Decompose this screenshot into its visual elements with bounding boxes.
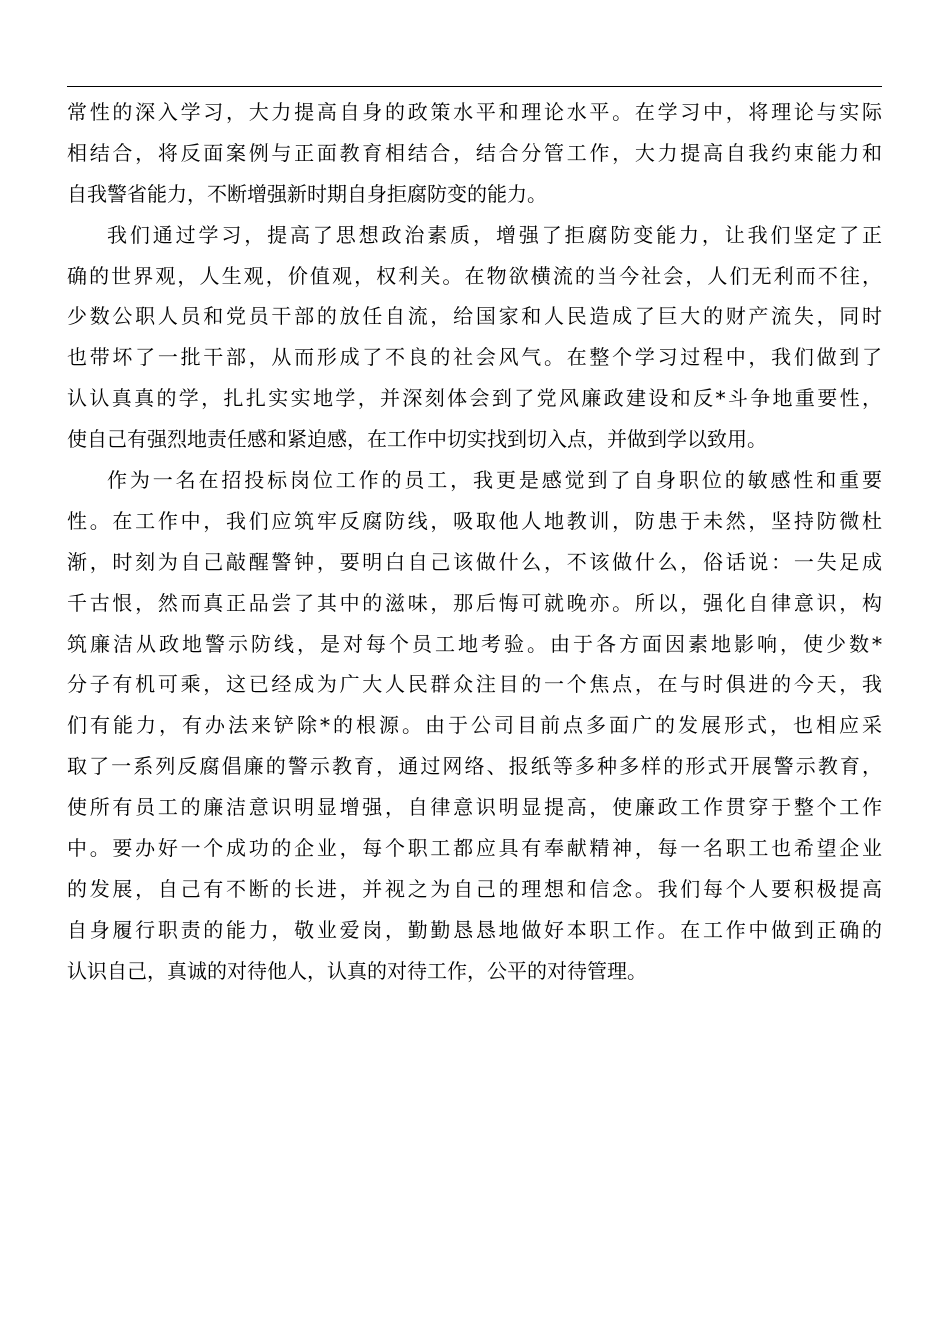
- paragraph-2-line-4: 也带坏了一批干部，从而形成了不良的社会风气。在整个学习过程中，我们做到了: [67, 345, 882, 370]
- paragraph-3-line-6: 分子有机可乘，这已经成为广大人民群众注目的一个焦点，在与时俱进的今天，我: [67, 672, 882, 697]
- header-rule: [67, 86, 882, 87]
- paragraph-3-line-2: 性。在工作中，我们应筑牢反腐防线，吸取他人地教训，防患于未然，坚持防微杜: [67, 508, 882, 533]
- paragraph-1-line-2: 相结合，将反面案例与正面教育相结合，结合分管工作，大力提高自我约束能力和: [67, 140, 882, 165]
- paragraph-2-line-6: 使自己有强烈地责任感和紧迫感，在工作中切实找到切入点，并做到学以致用。: [67, 427, 767, 452]
- paragraph-3-line-7: 们有能力，有办法来铲除*的根源。由于公司目前点多面广的发展形式，也相应采: [67, 713, 882, 738]
- paragraph-3-line-3: 渐，时刻为自己敲醒警钟，要明白自己该做什么，不该做什么，俗话说：一失足成: [67, 549, 882, 574]
- paragraph-3-line-9: 使所有员工的廉洁意识明显增强，自律意识明显提高，使廉政工作贯穿于整个工作: [67, 795, 882, 820]
- paragraph-3-line-8: 取了一系列反腐倡廉的警示教育，通过网络、报纸等多种多样的形式开展警示教育，: [67, 754, 882, 779]
- paragraph-2-line-5: 认认真真的学，扎扎实实地学，并深刻体会到了党风廉政建设和反*斗争地重要性，: [67, 386, 882, 411]
- paragraph-3-line-12: 自身履行职责的能力，敬业爱岗，勤勤恳恳地做好本职工作。在工作中做到正确的: [67, 917, 882, 942]
- document-body: [67, 92, 882, 992]
- paragraph-2-line-3: 少数公职人员和党员干部的放任自流，给国家和人民造成了巨大的财产流失，同时: [67, 304, 882, 329]
- paragraph-2-line-2: 确的世界观，人生观，价值观，权利关。在物欲横流的当今社会，人们无利而不往，: [67, 263, 882, 288]
- paragraph-1-line-3: 自我警省能力，不断增强新时期自身拒腐防变的能力。: [67, 181, 547, 206]
- paragraph-3-line-4: 千古恨，然而真正品尝了其中的滋味，那后悔可就晚亦。所以，强化自律意识，构: [67, 590, 882, 615]
- paragraph-3-line-1: 作为一名在招投标岗位工作的员工，我更是感觉到了自身职位的敏感性和重要: [107, 468, 882, 493]
- paragraph-3-line-5: 筑廉洁从政地警示防线，是对每个员工地考验。由于各方面因素地影响，使少数*: [67, 631, 882, 656]
- paragraph-3-line-13: 认识自己，真诚的对待他人，认真的对待工作，公平的对待管理。: [67, 958, 647, 983]
- paragraph-1-line-1: 常性的深入学习，大力提高自身的政策水平和理论水平。在学习中，将理论与实际: [67, 100, 882, 124]
- paragraph-3-line-10: 中。要办好一个成功的企业，每个职工都应具有奉献精神，每一名职工也希望企业: [67, 836, 882, 861]
- paragraph-3-line-11: 的发展，自己有不断的长进，并视之为自己的理想和信念。我们每个人要积极提高: [67, 876, 882, 901]
- paragraph-2-line-1: 我们通过学习，提高了思想政治素质，增强了拒腐防变能力，让我们坚定了正: [107, 222, 882, 247]
